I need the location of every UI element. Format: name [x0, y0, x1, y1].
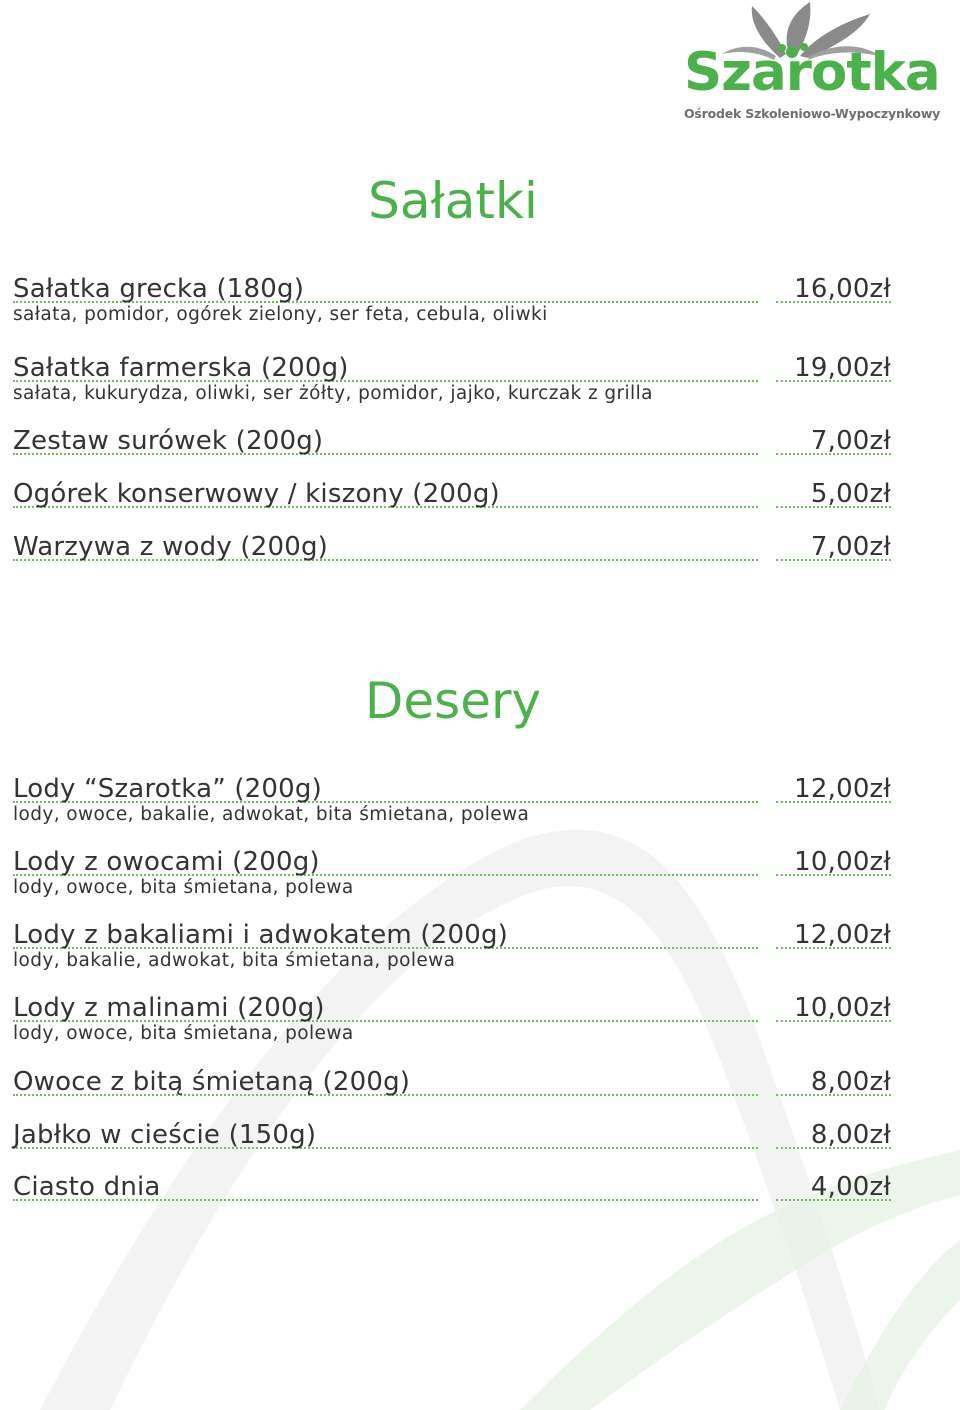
szarotka-logo [680, 0, 941, 125]
menu-item-price-underline [776, 422, 891, 455]
menu-item-name-underline [13, 349, 758, 382]
menu-item-price-underline [776, 475, 891, 508]
menu-item-name: Sałatka grecka (180g) [13, 274, 305, 304]
menu-item-name-underline [13, 422, 758, 455]
menu-item-price: 16,00zł [794, 274, 891, 304]
menu-item-name-underline [13, 270, 758, 303]
section-title-desserts: Desery [364, 672, 542, 730]
menu-item-name: Lody z owocami (200g) [13, 847, 320, 877]
menu-item-price-underline [776, 1168, 891, 1201]
menu-item-name-underline [13, 475, 758, 508]
menu-item-price: 5,00zł [810, 479, 891, 509]
menu-item-name-underline [13, 770, 758, 803]
menu-item-name-underline [13, 1063, 758, 1096]
menu-item-price: 8,00zł [810, 1067, 891, 1097]
menu-item-price-underline [776, 916, 891, 949]
menu-item-price-underline [776, 270, 891, 303]
menu-item-price: 12,00zł [794, 774, 891, 804]
menu-item-description: lody, owoce, bita śmietana, polewa [13, 877, 354, 898]
menu-item-description: sałata, pomidor, ogórek zielony, ser feta, cebula, oliwki [13, 304, 548, 325]
menu-item-price: 7,00zł [810, 426, 891, 456]
menu-item-description: lody, bakalie, adwokat, bita śmietana, polewa [13, 950, 456, 971]
menu-item-name: Lody z bakaliami i adwokatem (200g) [13, 920, 508, 950]
menu-item-price: 4,00zł [810, 1172, 891, 1202]
menu-item-name: Ogórek konserwowy / kiszony (200g) [13, 479, 500, 509]
menu-item-name-underline [13, 989, 758, 1022]
section-title-salads: Sałatki [368, 172, 538, 230]
menu-item-name: Lody “Szarotka” (200g) [13, 774, 322, 804]
menu-item-description: lody, owoce, bita śmietana, polewa [13, 1023, 354, 1044]
menu-item-price: 8,00zł [810, 1120, 891, 1150]
menu-item-description: sałata, kukurydza, oliwki, ser żółty, pomidor, jajko, kurczak z grilla [13, 383, 653, 404]
menu-item-name: Ciasto dnia [13, 1172, 161, 1202]
logo-subtitle: Ośrodek Szkoleniowo-Wypoczynkowy [684, 106, 941, 121]
menu-item-price-underline [776, 1063, 891, 1096]
menu-item-name: Lody z malinami (200g) [13, 993, 325, 1023]
menu-item-name-underline [13, 1168, 758, 1201]
menu-item-name-underline [13, 843, 758, 876]
menu-item-name: Sałatka farmerska (200g) [13, 353, 349, 383]
menu-item-price-underline [776, 770, 891, 803]
menu-item-price: 7,00zł [810, 532, 891, 562]
menu-item-name-underline [13, 916, 758, 949]
logo-name: Szarotka [684, 42, 940, 103]
menu-item-name: Zestaw surówek (200g) [13, 426, 324, 456]
menu-item-price-underline [776, 349, 891, 382]
menu-item-price-underline [776, 843, 891, 876]
menu-item-name: Jabłko w cieście (150g) [13, 1120, 317, 1150]
menu-item-description: lody, owoce, bakalie, adwokat, bita śmietana, polewa [13, 804, 530, 825]
menu-item-name: Warzywa z wody (200g) [13, 532, 329, 562]
menu-item-name-underline [13, 528, 758, 561]
menu-item-name-underline [13, 1116, 758, 1149]
menu-item-price-underline [776, 528, 891, 561]
menu-item-price: 10,00zł [794, 993, 891, 1023]
menu-item-price-underline [776, 989, 891, 1022]
menu-item-name: Owoce z bitą śmietaną (200g) [13, 1067, 411, 1097]
menu-item-price: 10,00zł [794, 847, 891, 877]
menu-item-price: 19,00zł [794, 353, 891, 383]
menu-item-price: 12,00zł [794, 920, 891, 950]
menu-item-price-underline [776, 1116, 891, 1149]
